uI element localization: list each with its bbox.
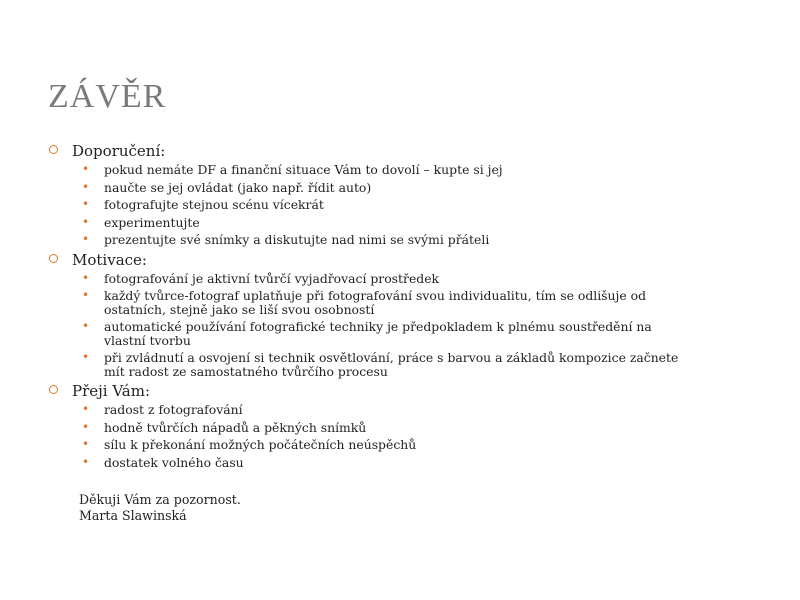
list-item: • sílu k překonání možných počátečních neúspěchů [82,437,417,452]
dot-bullet-icon: • [82,288,90,302]
dot-bullet-icon: • [82,232,90,246]
thanks-text: Děkuji Vám za pozornost. [79,492,241,507]
section-preji-vam [48,382,688,469]
list-item: • radost z fotografování [82,402,243,417]
bullet-list [72,272,688,379]
dot-bullet-icon: • [82,437,90,451]
list-item: • hodně tvůrčích nápadů a pěkných snímků [82,419,367,435]
dot-bullet-icon: • [82,270,90,285]
slide-title: ZÁVĚR [48,78,167,115]
ring-bullet-icon [49,145,58,154]
list-item: • pokud nemáte DF a finanční situace Vám to dovolí – kupte si jej [82,162,503,177]
list-item: • při zvládnutí a osvojení si technik osvětlování, práce s barvou a základů kompozice začnete mít radost ze samostatného tvůrčího procesu [82,350,679,379]
ring-bullet-icon [49,254,58,263]
section-heading: Motivace: [72,250,147,269]
section-motivace [48,251,688,379]
list-item: • experimentujte [82,214,200,230]
dot-bullet-icon: • [82,319,90,333]
bullet-list [72,163,688,247]
list-item: • fotografování je aktivní tvůrčí vyjadřovací prostředek [82,270,440,286]
dot-bullet-icon: • [82,214,90,229]
ring-bullet-icon [49,385,58,394]
dot-bullet-icon: • [82,419,90,434]
slide-content [48,142,688,524]
section-heading: Přeji Vám: [72,382,151,400]
dot-bullet-icon: • [82,197,90,211]
list-item: • dostatek volného času [82,454,244,470]
list-item: • každý tvůrce-fotograf uplatňuje při fotografování svou individualitu, tím se odlišuje od ostatních, stejně jako se liší svou osobností [82,288,647,317]
list-item: • automatické používání fotografické techniky je předpokladem k plnému soustředění na vlastní tvorbu [82,319,652,348]
dot-bullet-icon: • [82,350,90,364]
author-name: Marta Slawinská [79,508,187,523]
section-doporuceni [48,142,688,247]
dot-bullet-icon: • [82,454,90,469]
bullet-list [72,403,688,469]
list-item: • naučte se jej ovládat (jako např. řídit auto) [82,179,372,195]
dot-bullet-icon: • [82,179,90,194]
list-item: • fotografujte stejnou scénu vícekrát [82,197,324,212]
dot-bullet-icon: • [82,402,90,416]
dot-bullet-icon: • [82,162,90,176]
section-heading: Doporučení: [72,142,166,160]
list-item: • prezentujte své snímky a diskutujte nad nimi se svými přáteli [82,232,490,247]
closing-block [79,492,688,524]
